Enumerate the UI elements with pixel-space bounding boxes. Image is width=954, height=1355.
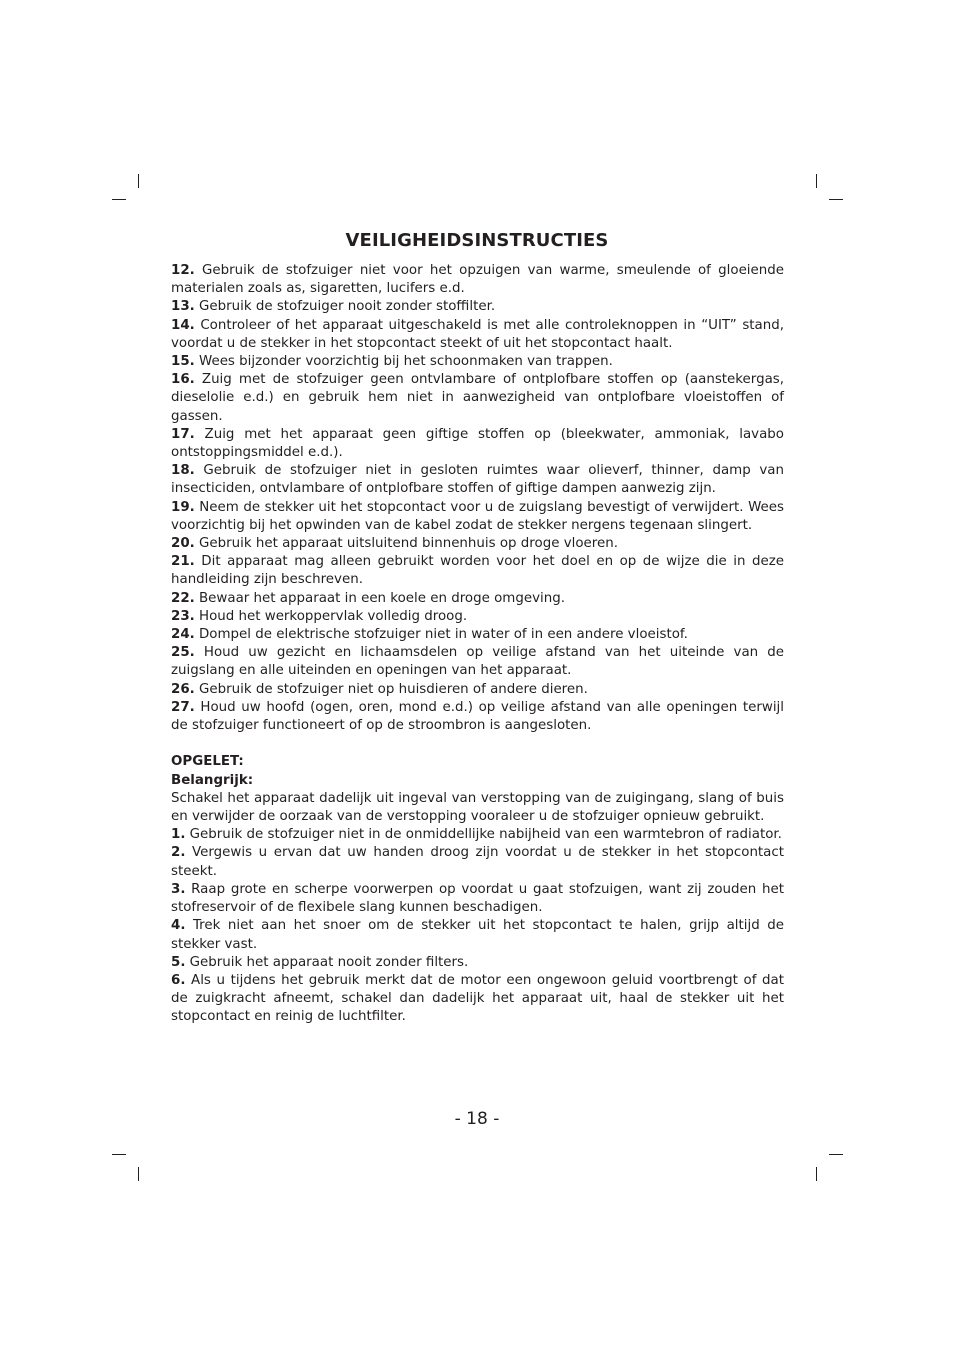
list-item: [171, 499, 784, 535]
list-item: [171, 972, 784, 1027]
list-item: [171, 535, 784, 553]
item-text: Zuig met de stofzuiger geen ontvlambare of ontplofbare stoffen op (aanstekergas, dieselolie e.d.) en gebruik hem niet in aanwezigheid van ontplofbare vloeistoffen of gassen.: [171, 372, 785, 424]
item-text: Houd het werkoppervlak volledig droog.: [199, 608, 468, 624]
item-number: 19.: [171, 499, 195, 515]
item-text: Gebruik het apparaat uitsluitend binnenhuis op droge vloeren.: [199, 536, 618, 552]
item-number: 1.: [171, 827, 186, 843]
item-text: Trek niet aan het snoer om de stekker uit het stopcontact te halen, grijp altijd de stekker vast.: [171, 918, 785, 952]
crop-mark-bottom-left-horizontal: [112, 1154, 126, 1155]
item-number: 21.: [171, 554, 195, 570]
list-item: [171, 426, 784, 462]
item-number: 20.: [171, 536, 195, 552]
list-item: [171, 626, 784, 644]
item-text: Bewaar het apparaat in een koele en droge omgeving.: [199, 590, 565, 606]
item-text: Houd uw hoofd (ogen, oren, mond e.d.) op veilige afstand van alle openingen terwijl de stofzuiger functioneert of op de stroombron is aangesloten.: [171, 699, 784, 734]
item-text: Gebruik de stofzuiger nooit zonder stoffilter.: [199, 299, 496, 315]
warning-heading: OPGELET:: [171, 754, 244, 770]
list-item: [171, 590, 784, 608]
warning-list: [171, 826, 784, 1026]
item-text: Zuig met het apparaat geen giftige stoffen op (bleekwater, ammoniak, lavabo ontstoppingsmiddel e.d.).: [171, 426, 784, 461]
item-number: 12.: [171, 263, 195, 278]
item-number: 5.: [171, 954, 186, 970]
item-text: Houd uw gezicht en lichaamsdelen op veilige afstand van het uiteinde van de zuigslang en alle uiteinden en openingen van het apparaat.: [171, 645, 784, 679]
item-number: 2.: [171, 845, 186, 861]
item-number: 23.: [171, 608, 195, 624]
item-number: 4.: [171, 918, 186, 934]
list-item: [171, 644, 784, 680]
crop-mark-top-right-horizontal: [829, 199, 843, 200]
item-text: Gebruik het apparaat nooit zonder filters.: [189, 954, 469, 970]
page-title: VEILIGHEIDSINSTRUCTIES: [345, 230, 609, 251]
crop-mark-bottom-right-horizontal: [829, 1154, 843, 1155]
list-item: [171, 681, 784, 699]
crop-mark-bottom-left-vertical: [138, 1167, 139, 1181]
list-item: [171, 954, 784, 972]
item-number: 15.: [171, 354, 195, 370]
crop-mark-top-right-vertical: [816, 174, 817, 188]
item-text: Neem de stekker uit het stopcontact voor u de zuigslang bevestigt of verwijdert. Wees voorzichtig bij het opwinden van de kabel zodat de stekker nergens tegenaan slingert.: [171, 499, 784, 533]
item-text: Raap grote en scherpe voorwerpen op voordat u gaat stofzuigen, want zij zouden het stofreservoir of de flexibele slang kunnen beschadigen.: [171, 881, 784, 916]
item-text: Wees bijzonder voorzichtig bij het schoonmaken van trappen.: [199, 354, 613, 370]
item-text: Dit apparaat mag alleen gebruikt worden voor het doel en op de wijze die in deze handleiding zijn beschreven.: [171, 554, 785, 588]
item-text: Controleer of het apparaat uitgeschakeld is met alle controleknoppen in “UIT” stand, voordat u de stekker in het stopcontact steekt of uit het stopcontact haalt.: [171, 317, 784, 351]
list-item: [171, 262, 784, 298]
item-text: Gebruik de stofzuiger niet op huisdieren of andere dieren.: [199, 681, 588, 697]
item-number: 27.: [171, 699, 195, 715]
warning-subheading: Belangrijk:: [171, 772, 254, 788]
item-number: 6.: [171, 972, 186, 988]
list-item: [171, 917, 784, 953]
item-number: 17.: [171, 426, 195, 442]
item-number: 14.: [171, 317, 195, 333]
page-number: - 18 -: [454, 1109, 500, 1129]
section-spacer: [171, 735, 784, 753]
item-text: Gebruik de stofzuiger niet voor het opzuigen van warme, smeulende of gloeiende materialen zoals as, sigaretten, lucifers e.d.: [171, 263, 784, 297]
item-text: Dompel de elektrische stofzuiger niet in water of in een andere vloeistof.: [199, 627, 688, 643]
item-number: 25.: [171, 645, 195, 661]
list-item: [171, 462, 784, 498]
list-item: [171, 298, 784, 316]
item-text: Vergewis u ervan dat uw handen droog zijn voordat u de stekker in het stopcontact steekt.: [171, 845, 784, 879]
item-number: 22.: [171, 590, 195, 606]
item-text: Gebruik de stofzuiger niet in de onmiddellijke nabijheid van een warmtebron of radiator.: [189, 827, 782, 843]
list-item: [171, 881, 784, 917]
item-text: Als u tijdens het gebruik merkt dat de motor een ongewoon geluid voortbrengt of dat de zuigkracht afneemt, schakel dan dadelijk het apparaat uit, haal de stekker uit het stopcontact en reinig de luchtfilter.: [171, 972, 784, 1025]
item-number: 24.: [171, 627, 195, 643]
list-item: [171, 353, 784, 371]
safety-instructions-list: [171, 262, 784, 735]
item-number: 13.: [171, 299, 195, 315]
list-item: [171, 608, 784, 626]
list-item: [171, 699, 784, 735]
crop-mark-top-left-vertical: [138, 174, 139, 188]
item-number: 26.: [171, 681, 195, 697]
item-number: 3.: [171, 881, 186, 897]
list-item: [171, 844, 784, 880]
item-number: 18.: [171, 463, 195, 479]
item-number: 16.: [171, 372, 195, 388]
list-item: [171, 371, 784, 426]
list-item: [171, 553, 784, 589]
list-item: [171, 826, 784, 844]
crop-mark-bottom-right-vertical: [816, 1167, 817, 1181]
item-text: Gebruik de stofzuiger niet in gesloten ruimtes waar olieverf, thinner, damp van insecticiden, ontvlambare of ontplofbare stoffen of giftige dampen aanwezig zijn.: [171, 463, 784, 497]
list-item: [171, 317, 784, 353]
crop-mark-top-left-horizontal: [112, 199, 126, 200]
instructions-body: [171, 262, 784, 1027]
warning-intro: Schakel het apparaat dadelijk uit ingeval van verstopping van de zuigingang, slang of buis en verwijder de oorzaak van de verstopping vooraleer u de stofzuiger opnieuw gebruikt.: [171, 790, 784, 825]
